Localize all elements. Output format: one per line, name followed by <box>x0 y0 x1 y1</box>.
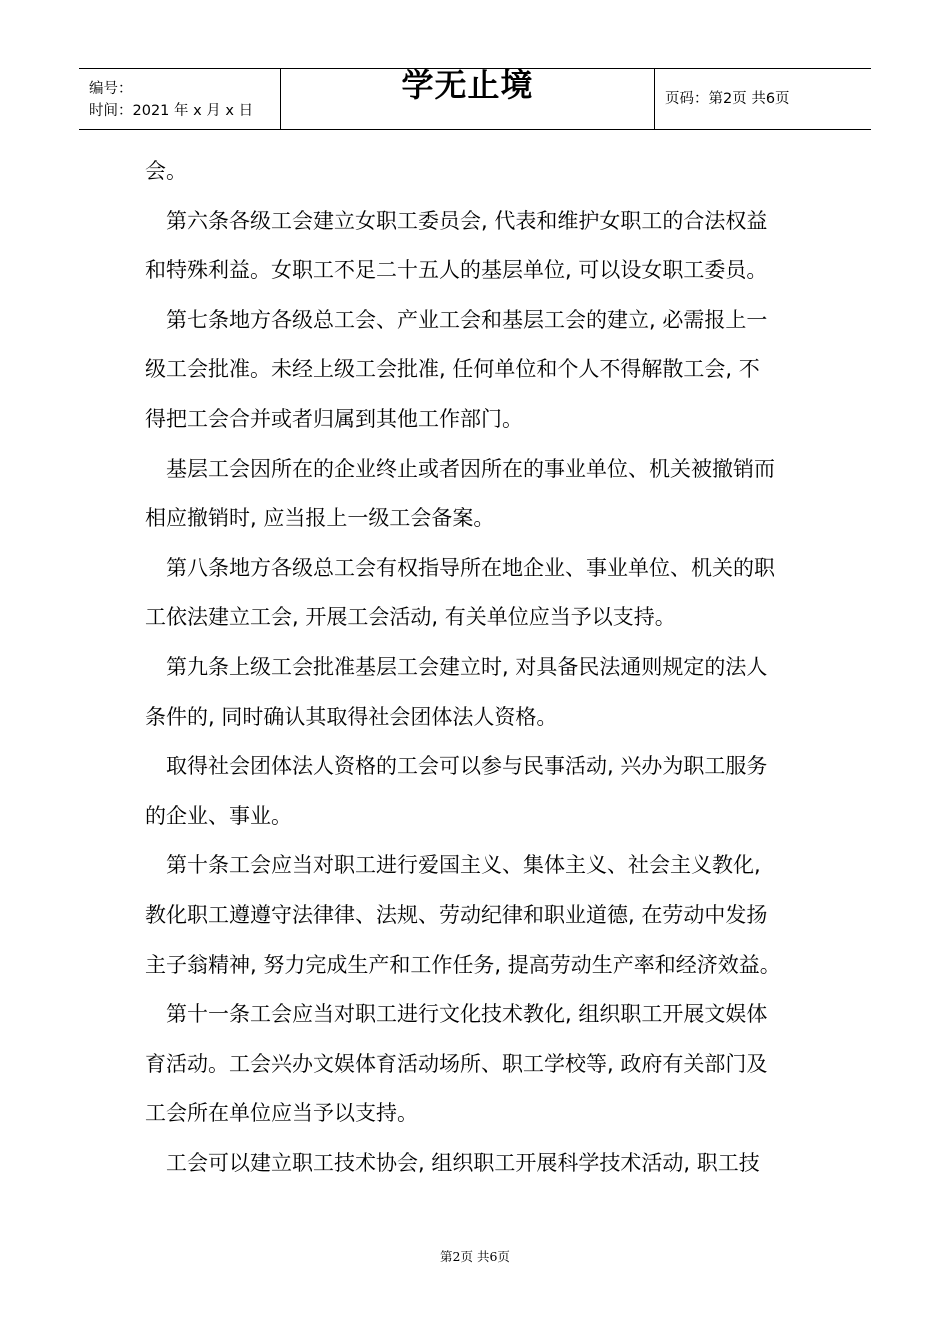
text-line: 基层工会因所在的企业终止或者因所在的事业单位、机关被撤销而 <box>166 456 775 481</box>
page-footer: 第2页 共6页 <box>440 1249 510 1264</box>
page-header <box>79 68 871 130</box>
header-title: 学无止境 <box>401 66 534 104</box>
text-line: 育活动。工会兴办文娱体育活动场所、职工学校等, 政府有关部门及 <box>145 1051 768 1076</box>
text-line: 和特殊利益。女职工不足二十五人的基层单位, 可以设女职工委员。 <box>145 258 768 283</box>
text-line: 第十条工会应当对职工进行爱国主义、集体主义、社会主义教化, <box>166 853 761 878</box>
text-line: 第八条地方各级总工会有权指导所在地企业、事业单位、机关的职 <box>166 555 775 580</box>
text-line: 工依法建立工会, 开展工会活动, 有关单位应当予以支持。 <box>145 605 676 630</box>
document-time-label: 时间：2021 年 x 月 x 日 <box>89 103 254 119</box>
text-line: 第九条上级工会批准基层工会建立时, 对具备民法通则规定的法人 <box>166 654 768 679</box>
text-line: 工会可以建立职工技术协会, 组织职工开展科学技术活动, 职工技 <box>166 1150 760 1175</box>
text-line: 得把工会合并或者归属到其他工作部门。 <box>145 406 523 431</box>
header-page-cell <box>655 69 871 129</box>
text-line: 主子翁精神, 努力完成生产和工作任务, 提高劳动生产率和经济效益。 <box>145 952 781 977</box>
text-line: 工会所在单位应当予以支持。 <box>145 1101 418 1126</box>
text-line: 第七条地方各级总工会、产业工会和基层工会的建立, 必需报上一 <box>166 307 768 332</box>
text-line: 取得社会团体法人资格的工会可以参与民事活动, 兴办为职工服务 <box>166 754 768 779</box>
header-meta-cell <box>79 69 281 129</box>
text-line: 相应撤销时, 应当报上一级工会备案。 <box>145 506 495 531</box>
text-line: 第十一条工会应当对职工进行文化技术教化, 组织职工开展文娱体 <box>166 1002 768 1027</box>
document-number-label: 编号： <box>89 81 133 97</box>
document-body <box>145 147 815 1188</box>
header-title-cell <box>281 66 655 129</box>
text-line: 第六条各级工会建立女职工委员会, 代表和维护女职工的合法权益 <box>166 208 768 233</box>
text-line: 条件的, 同时确认其取得社会团体法人资格。 <box>145 704 558 729</box>
header-page-number: 页码：第2页 共6页 <box>665 91 790 107</box>
text-line: 教化职工遵遵守法律律、法规、劳动纪律和职业道德, 在劳动中发扬 <box>145 902 768 927</box>
text-line: 的企业、事业。 <box>145 803 292 828</box>
text-line: 级工会批准。未经上级工会批准, 任何单位和个人不得解散工会, 不 <box>145 357 760 382</box>
text-line: 会。 <box>145 159 187 183</box>
